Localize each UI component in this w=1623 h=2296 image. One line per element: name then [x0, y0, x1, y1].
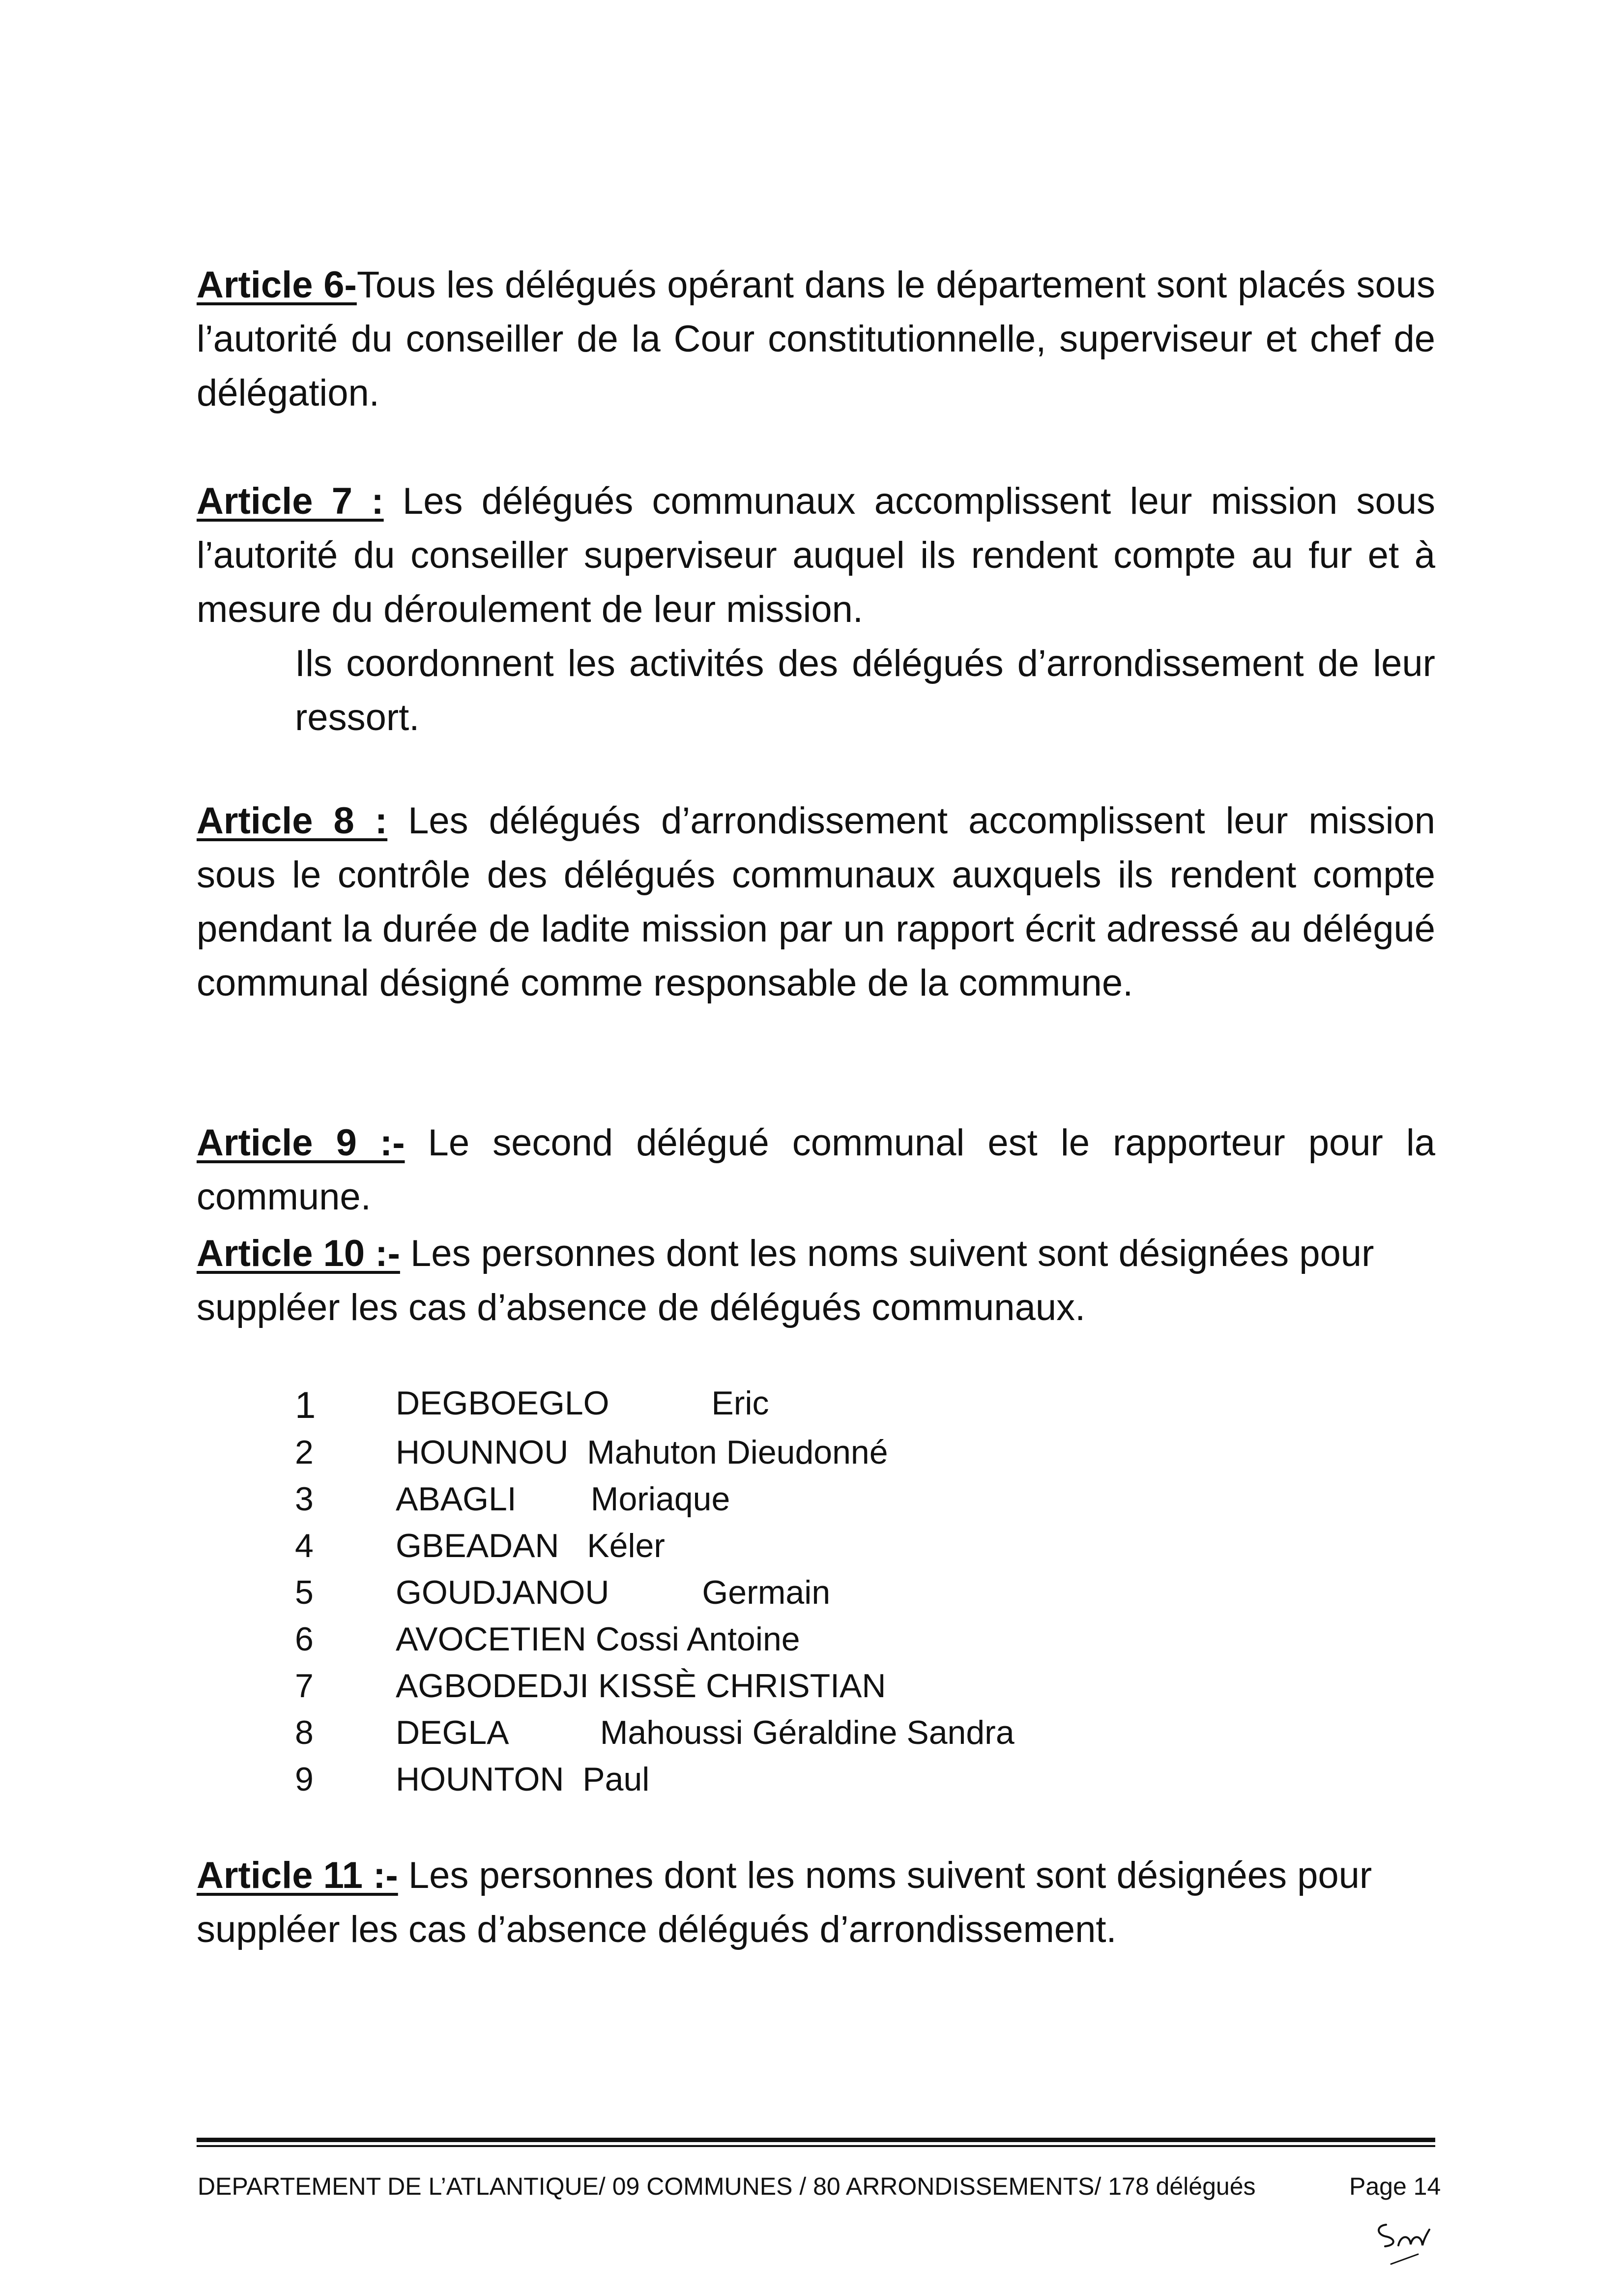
article-7-label: Article 7 : — [197, 480, 384, 522]
article-10-label: Article 10 :- — [197, 1233, 400, 1274]
article-6 — [197, 258, 1435, 420]
page-number: Page 14 — [1349, 2173, 1441, 2200]
list-item-name: AGBODEDJI KISSÈ CHRISTIAN — [396, 1667, 886, 1705]
article-10 — [197, 1227, 1435, 1335]
list-item-name: HOUNNOU Mahuton Dieudonné — [396, 1434, 888, 1471]
list-item-number: 8 — [295, 1714, 314, 1751]
article-8-label: Article 8 : — [197, 800, 388, 842]
article-6-text: Tous les délégués opérant dans le département sont placés sous l’autorité du conseiller de la Cour constitutionnelle, superviseur et chef de délégation. — [197, 264, 1435, 414]
list-item-name: DEGLA Mahoussi Géraldine Sandra — [396, 1714, 1014, 1751]
article-11-text: Les personnes dont les noms suivent sont désignées pour suppléer les cas d’absence délégués d’arrondissement. — [197, 1854, 1372, 1950]
article-9-label: Article 9 :- — [197, 1122, 405, 1164]
article-11 — [197, 1849, 1435, 1957]
footer-text: DEPARTEMENT DE L’ATLANTIQUE/ 09 COMMUNES / 80 ARRONDISSEMENTS/ 178 délégués — [198, 2173, 1256, 2200]
article-8-text: Les délégués d’arrondissement accomplissent leur mission sous le contrôle des délégués communaux auxquels ils rendent compte pendant la durée de ladite mission par un rapport écrit adressé au délégué communal désigné comme responsable de la commune. — [197, 800, 1435, 1004]
footer-divider — [197, 2138, 1435, 2142]
handwritten-initials-icon — [1371, 2215, 1445, 2269]
list-item-name: GBEADAN Kéler — [396, 1527, 665, 1564]
list-item-name: AVOCETIEN Cossi Antoine — [396, 1620, 800, 1658]
list-item-name: HOUNTON Paul — [396, 1761, 650, 1798]
footer-divider-thin — [197, 2145, 1435, 2147]
list-item-number: 5 — [295, 1574, 314, 1611]
list-item-number: 9 — [295, 1761, 314, 1798]
article-11-label: Article 11 :- — [197, 1854, 398, 1896]
article-9 — [197, 1116, 1435, 1224]
list-item-name: DEGBOEGLO Eric — [396, 1384, 769, 1422]
list-item-number: 4 — [295, 1527, 314, 1564]
list-item-number: 6 — [295, 1620, 314, 1658]
article-10-text: Les personnes dont les noms suivent sont désignées pour suppléer les cas d’absence de délégués communaux. — [197, 1233, 1374, 1328]
list-item-number: 1 — [295, 1384, 316, 1426]
list-item-number: 2 — [295, 1434, 314, 1471]
list-item-number: 3 — [295, 1480, 314, 1518]
article-7 — [197, 474, 1435, 637]
article-7-paragraph-2: Ils coordonnent les activités des délégués d’arrondissement de leur ressort. — [295, 643, 1435, 738]
list-item-number: 7 — [295, 1667, 314, 1705]
list-item-name: GOUDJANOU Germain — [396, 1574, 831, 1611]
article-6-label: Article 6- — [197, 264, 357, 306]
article-7-text: Les délégués communaux accomplissent leur mission sous l’autorité du conseiller superviseur auquel ils rendent compte au fur et à mesure du déroulement de leur mission. — [197, 480, 1435, 630]
article-9-text: Le second délégué communal est le rapporteur pour la commune. — [197, 1122, 1436, 1218]
article-8 — [197, 794, 1435, 1010]
list-item-name: ABAGLI Moriaque — [396, 1480, 730, 1518]
